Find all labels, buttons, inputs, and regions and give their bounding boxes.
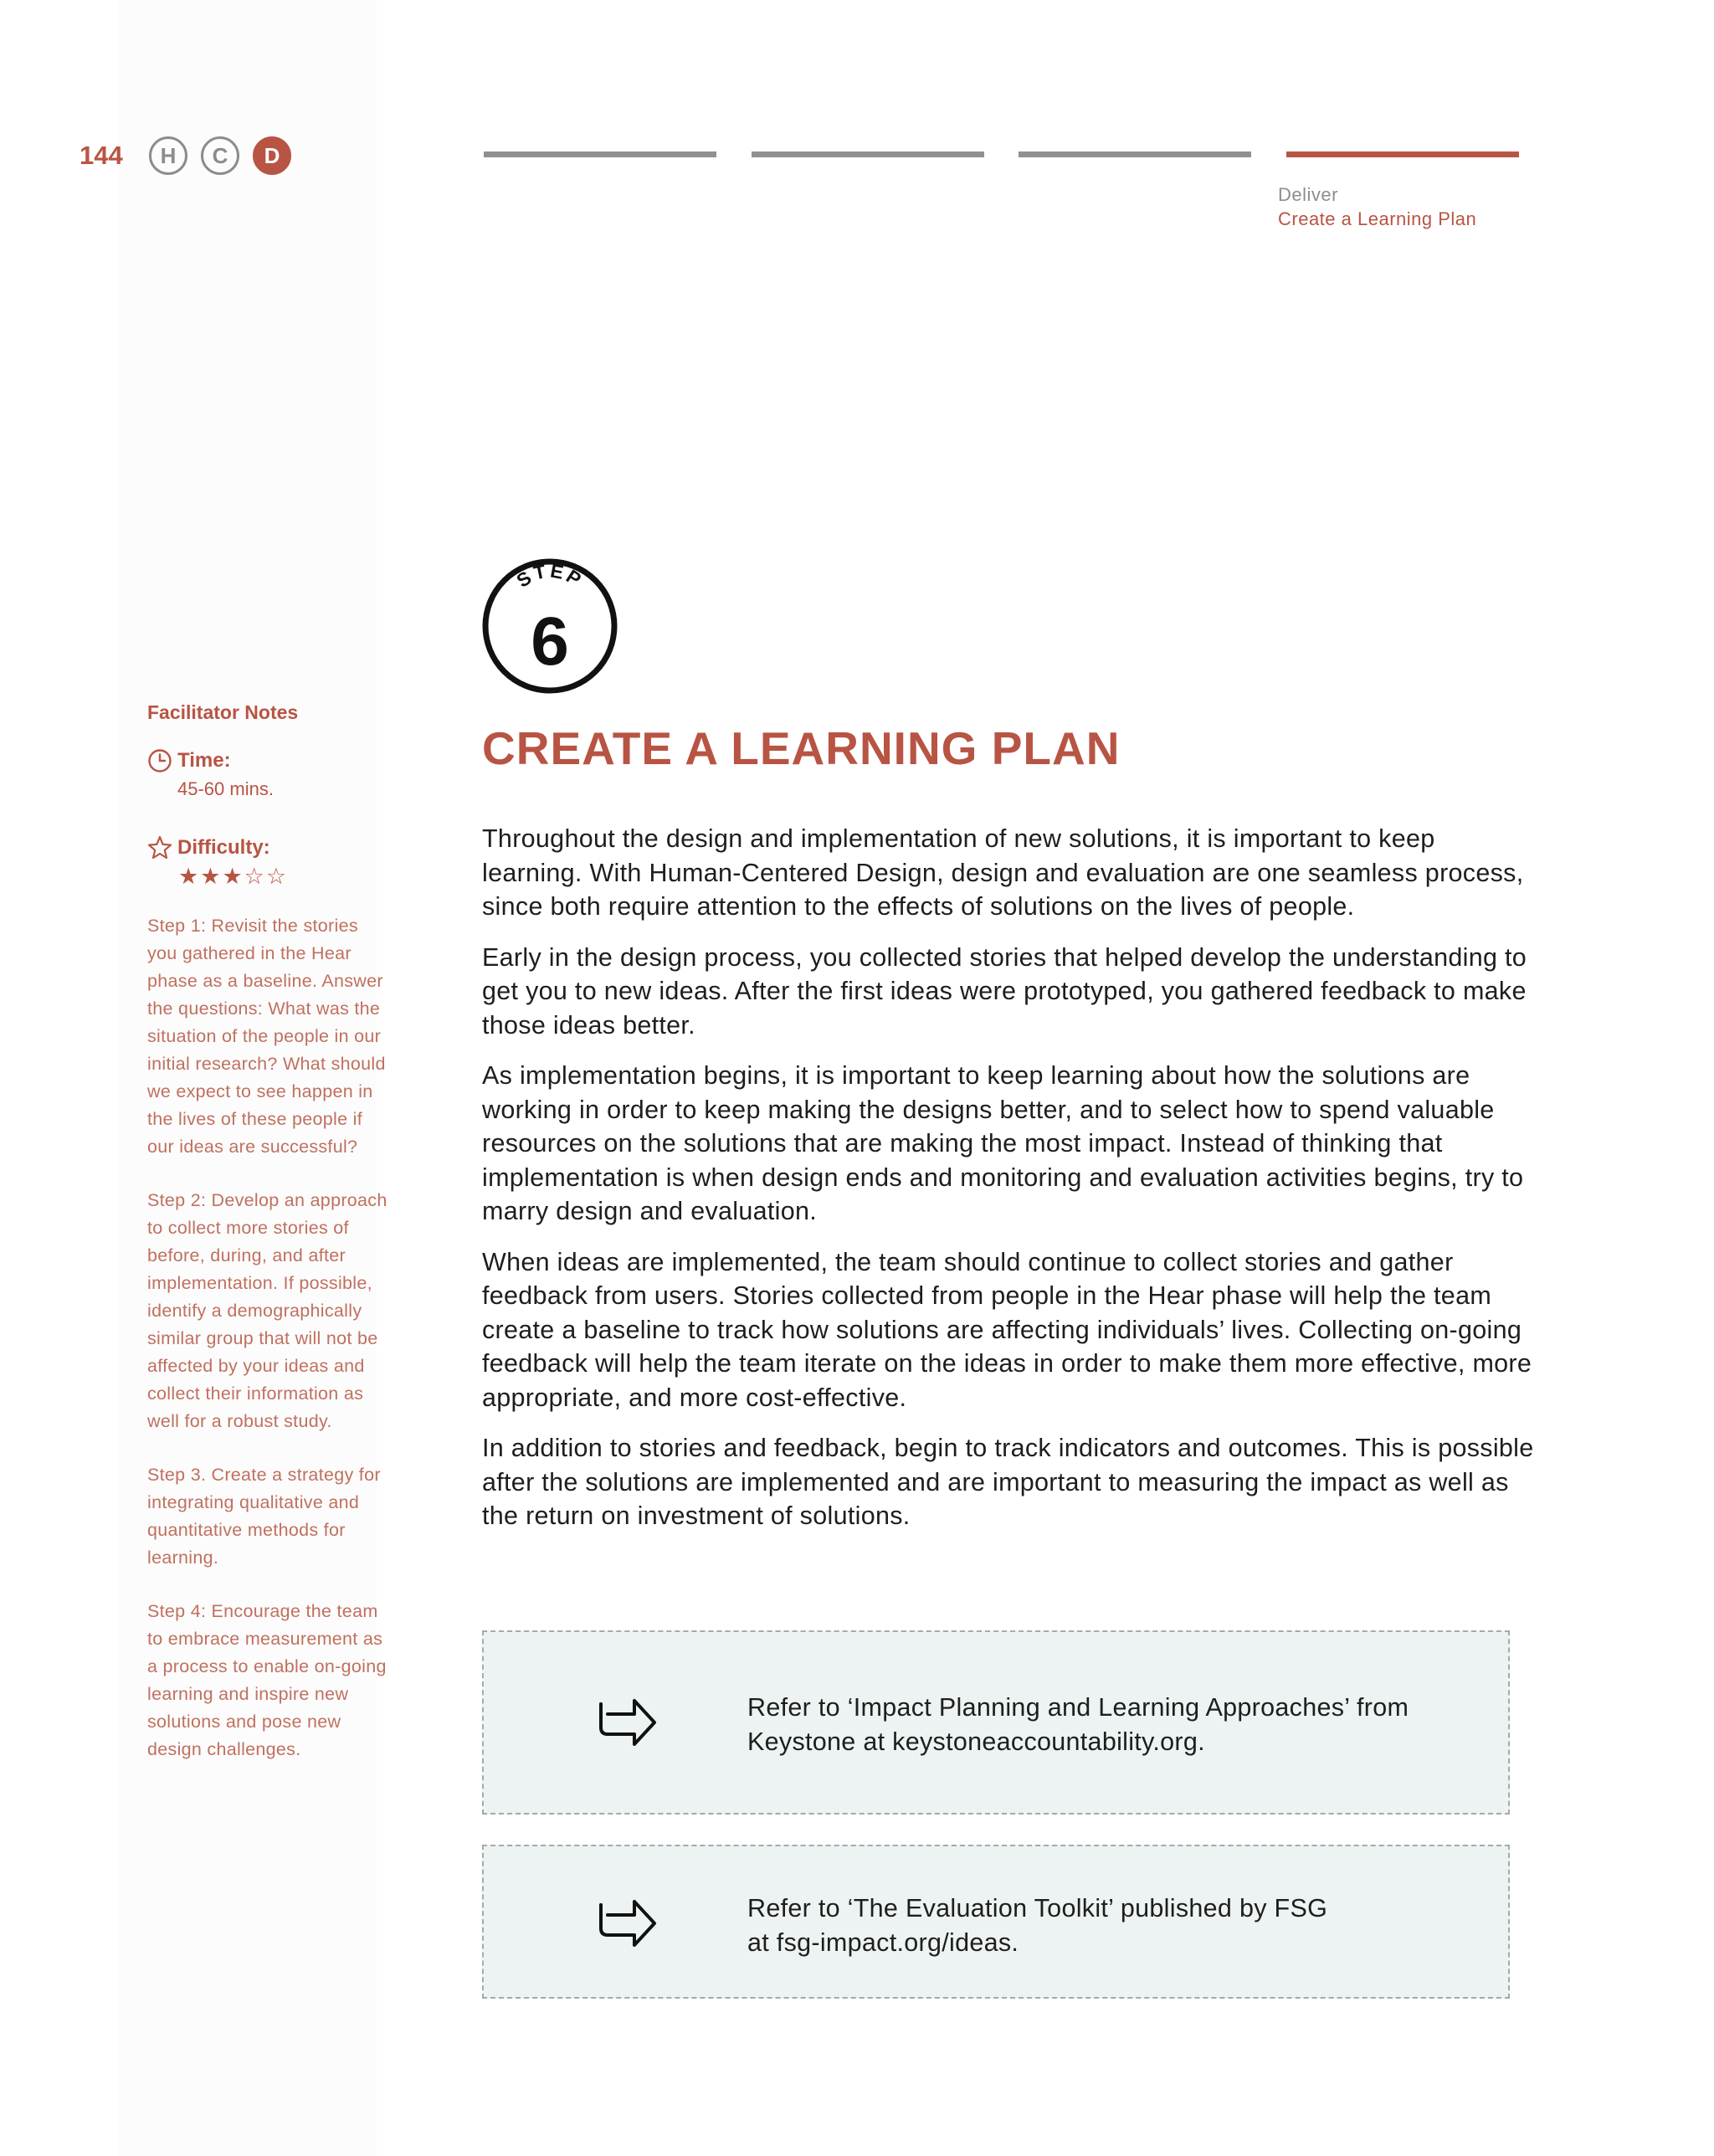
page-number: 144 [80, 141, 123, 170]
callout-text[interactable]: Refer to ‘Impact Planning and Learning Approaches’ from Keystone at keystoneaccountability.org. [747, 1693, 1409, 1756]
time-row [147, 748, 231, 773]
progress-segment-3 [1019, 151, 1251, 157]
clock-icon [147, 748, 172, 773]
page-title: CREATE A LEARNING PLAN [482, 722, 1121, 774]
callout-box [482, 1630, 1510, 1815]
facilitator-step: Step 1: Revisit the stories you gathered in the Hear phase as a baseline. Answer the questions: What was the situation of the people in our initial research? What should we expect to see happen in the lives of these people if our ideas are successful? [147, 916, 386, 1157]
time-value: 45-60 mins. [177, 778, 274, 799]
step-badge-number: 6 [531, 603, 569, 680]
callout-text[interactable]: Refer to ‘The Evaluation Toolkit’ published by FSG at fsg-impact.org/ideas. [747, 1894, 1328, 1957]
facilitator-step: Step 2: Develop an approach to collect more stories of before, during, and after implementation. If possible, identify a demographically similar group that will not be affected by your ideas and collect their information as well for a robust study. [147, 1190, 387, 1431]
star-filled-icon: ★ [222, 864, 244, 889]
progress-segment-2 [752, 151, 984, 157]
phase-hear-badge[interactable]: H [149, 136, 187, 175]
callout-box [482, 1845, 1510, 1999]
body-paragraph: Early in the design process, you collected stories that helped develop the understanding to get you to new ideas. After the first ideas were prototyped, you gathered feedback to make those ideas better. [482, 942, 1527, 1040]
body-paragraph: In addition to stories and feedback, begin to track indicators and outcomes. This is possible after the solutions are implemented and are important to measuring the impact as well as the return on investment of solutions. [482, 1434, 1534, 1530]
difficulty-stars [178, 865, 288, 888]
time-label: Time: [177, 749, 231, 772]
facilitator-step: Step 4: Encourage the team to embrace measurement as a process to enable on-going learning and inspire new solutions and pose new design challenges. [147, 1601, 387, 1759]
facilitator-notes-heading: Facilitator Notes [147, 701, 299, 723]
star-filled-icon: ★ [178, 864, 201, 889]
arrow-right-icon [593, 1898, 659, 1948]
star-outline-icon [147, 835, 172, 860]
body-text [482, 822, 1537, 1550]
arrow-right-icon [593, 1697, 659, 1748]
progress-segment-4 [1286, 151, 1519, 157]
star-filled-icon: ★ [200, 864, 223, 889]
step-badge-label: STEP [512, 559, 588, 592]
facilitator-steps [147, 912, 390, 1789]
body-paragraph: Throughout the design and implementation of new solutions, it is important to keep learning. With Human-Centered Design, design and evaluation are one seamless process, since both require attention to the effects of solutions on the lives of people. [482, 824, 1524, 921]
body-paragraph: As implementation begins, it is important to keep learning about how the solutions are working in order to keep making the designs better, and to select how to spend valuable resources on the solutions that are making the most impact. Instead of thinking that implementation is when design ends and monitoring and evaluation activities begins, try to marry design and evaluation. [482, 1061, 1524, 1225]
body-paragraph: When ideas are implemented, the team should continue to collect stories and gather feedback from users. Stories collected from people in the Hear phase will help the team create a baseline to track how solutions are affecting individuals’ lives. Collecting on-going feedback will help the team iterate on the ideas in order to make them more effective, more appropriate, and more cost-effective. [482, 1247, 1532, 1412]
phase-create-badge[interactable]: C [201, 136, 239, 175]
phase-deliver-badge[interactable]: D [253, 136, 291, 175]
difficulty-row [147, 835, 270, 860]
breadcrumb-method[interactable]: Create a Learning Plan [1278, 208, 1477, 229]
facilitator-step: Step 3. Create a strategy for integrating qualitative and quantitative methods for learning. [147, 1465, 381, 1568]
breadcrumb-phase[interactable]: Deliver [1278, 184, 1338, 205]
difficulty-label: Difficulty: [177, 836, 270, 859]
progress-segment-1 [484, 151, 716, 157]
star-empty-icon: ☆ [265, 864, 289, 889]
step-badge [481, 557, 618, 695]
star-empty-icon: ☆ [244, 864, 266, 889]
